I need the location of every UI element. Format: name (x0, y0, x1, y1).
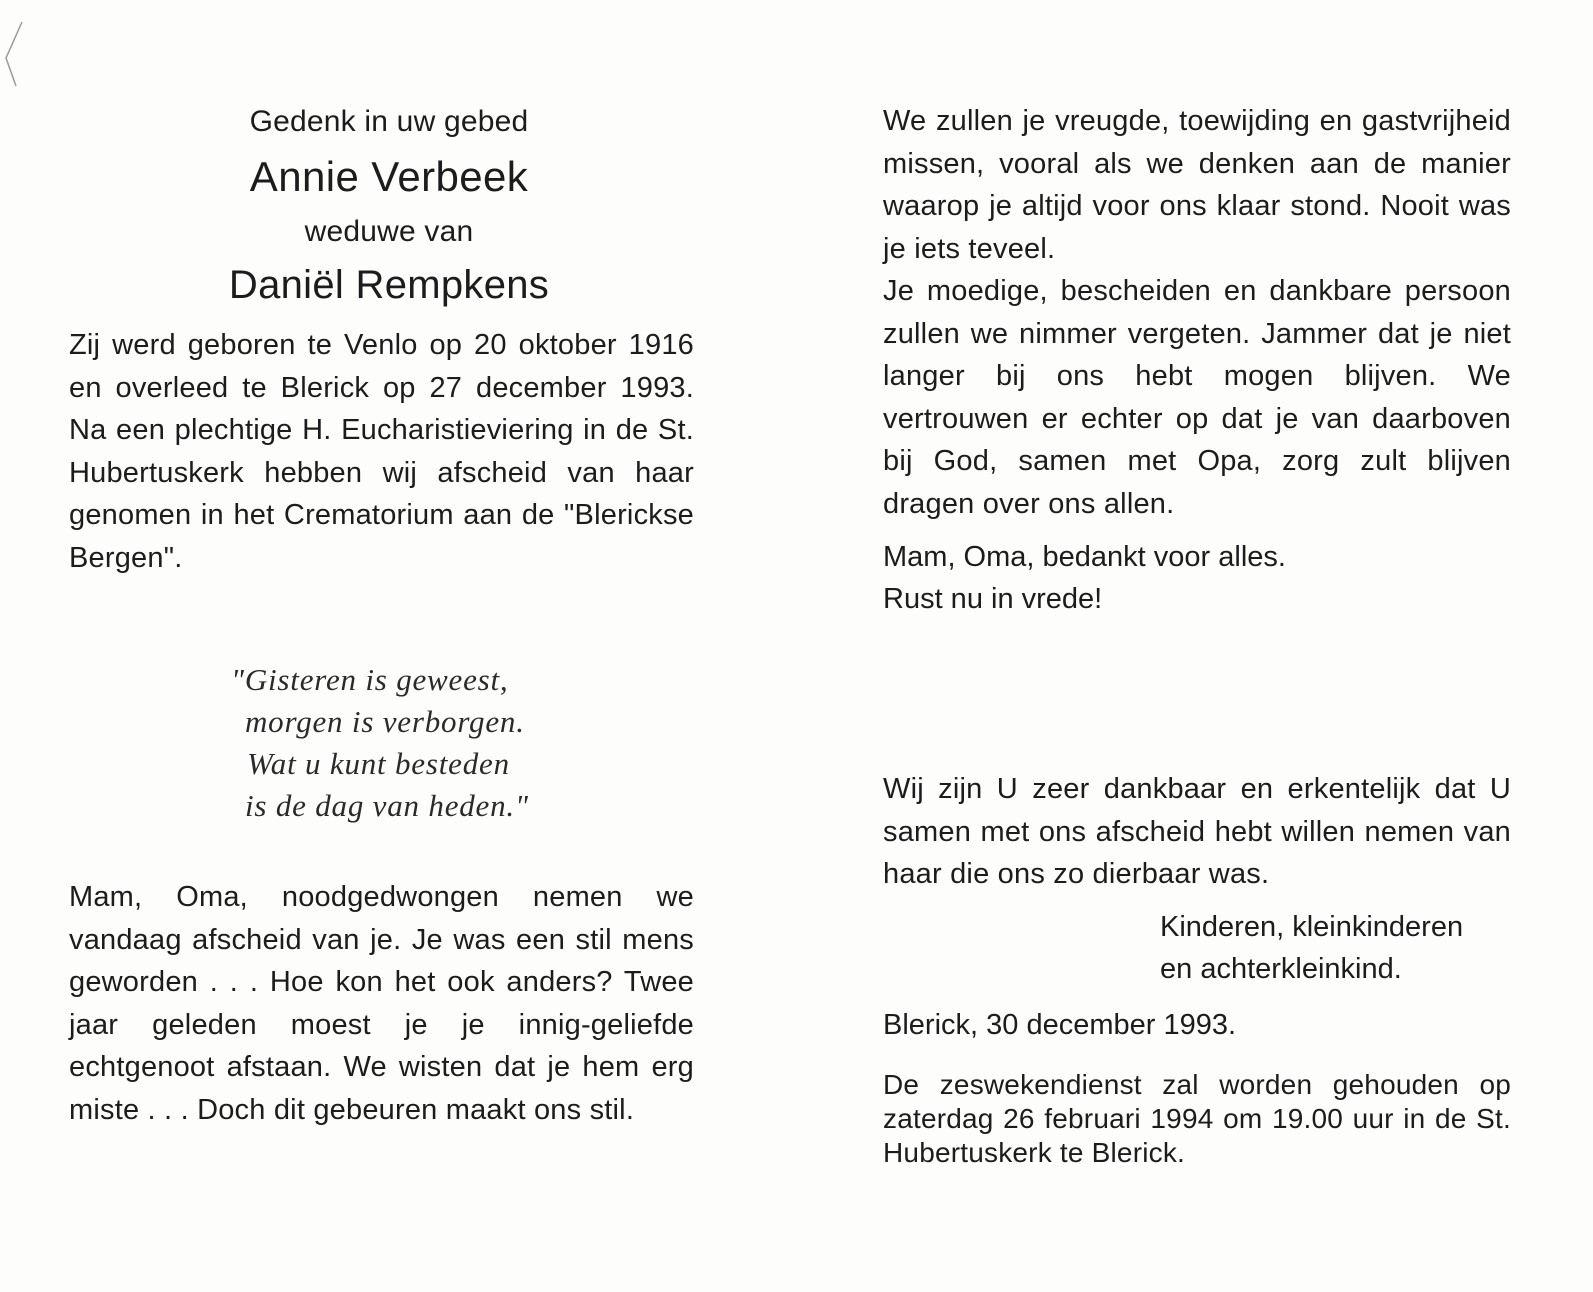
memory-paragraph-2: Je moedige, bescheiden en dankbare persoon zullen we nimmer vergeten. Jammer dat je niet langer bij ons hebt mogen blijven. We vertrouwen er echter op dat je van daarboven bij God, samen met Opa, zorg zult blijven dragen over ons allen. (883, 275, 1511, 520)
closing-line-2: Rust nu in vrede! (883, 583, 1103, 615)
signature-line-1: Kinderen, kleinkinderen (1160, 911, 1464, 943)
farewell-paragraph: Mam, Oma, noodgedwongen nemen we vandaag afscheid van je. Je was een stil mens geworden . . . Hoe kon het ook anders? Twee jaar geleden moest je je innig-geliefde echtgenoot afstaan. We wisten dat je hem erg miste . . . Doch dit gebeuren maakt ons stil. (69, 881, 694, 1126)
biography-paragraph: Zij werd geboren te Venlo op 20 oktober 1916 en overleed te Blerick op 27 december 1993. Na een plechtige H. Eucharistieviering in de St. Hubertuskerk hebben wij afscheid van haar genomen in het Crematorium aan de "Blerickse Bergen". (69, 329, 694, 574)
relation-label: weduwe van (304, 215, 474, 248)
poem-line-3: Wat u kunt besteden (247, 746, 510, 781)
signature-line-2: en achterkleinkind. (1160, 953, 1402, 985)
closing-block (883, 536, 1511, 620)
memories-block (883, 100, 1511, 525)
farewell-block (69, 876, 694, 1131)
pencil-mark (0, 18, 30, 88)
poem-line-1: "Gisteren is geweest, (231, 662, 509, 697)
thanks-block (883, 768, 1511, 896)
memorial-heading: Gedenk in uw gebed (249, 105, 529, 138)
deceased-name: Annie Verbeek (249, 153, 529, 200)
place-date: Blerick, 30 december 1993. (883, 1009, 1237, 1041)
thanks-paragraph: Wij zijn U zeer dankbaar en erkentelijk dat U samen met ons afscheid hebt willen nemen van haar die ons zo dierbaar was. (883, 773, 1511, 890)
place-date-block (883, 1004, 1511, 1046)
service-block (883, 1068, 1511, 1170)
header-block (69, 100, 709, 314)
memory-paragraph-1: We zullen je vreugde, toewijding en gastvrijheid missen, vooral als we denken aan de manier waarop je altijd voor ons klaar stond. Nooit was je iets teveel. (883, 105, 1511, 265)
family-signature (1160, 906, 1520, 990)
service-announcement: De zeswekendienst zal worden gehouden op zaterdag 26 februari 1994 om 19.00 uur in de St. Hubertuskerk te Blerick. (883, 1069, 1511, 1168)
poem-line-2: morgen is verborgen. (245, 704, 525, 739)
poem-line-4: is de dag van heden." (245, 788, 529, 823)
left-column (69, 100, 709, 579)
closing-line-1: Mam, Oma, bedankt voor alles. (883, 541, 1286, 573)
poem-quote (231, 659, 529, 827)
spouse-name: Daniël Rempkens (228, 263, 550, 307)
